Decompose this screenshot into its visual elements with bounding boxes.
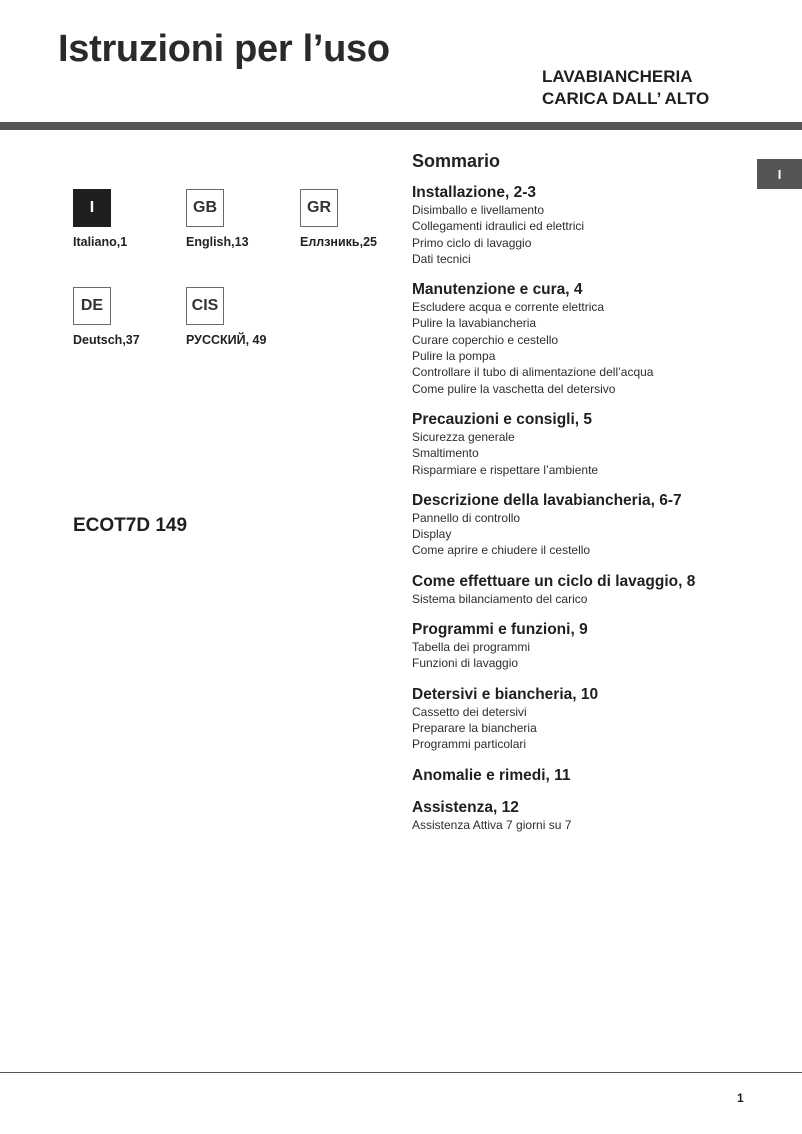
language-label: Deutsch,37 <box>73 333 140 347</box>
toc-item[interactable]: Pulire la pompa <box>412 349 496 364</box>
toc-section <box>412 766 792 785</box>
toc-section-title[interactable]: Precauzioni e consigli, 5 <box>412 410 593 428</box>
toc-section-title[interactable]: Come effettuare un ciclo di lavaggio, 8 <box>412 572 696 590</box>
toc-item[interactable]: Tabella dei programmi <box>412 640 531 655</box>
language-tab: I <box>757 159 802 189</box>
toc-section-title[interactable]: Installazione, 2-3 <box>412 184 537 201</box>
toc-item[interactable]: Primo ciclo di lavaggio <box>412 235 532 250</box>
page-number: 1 <box>737 1091 744 1105</box>
toc-section-title[interactable]: Detersivi e biancheria, 10 <box>412 685 599 703</box>
product-type-line-2: CARICA DALL’ ALTO <box>542 89 710 108</box>
product-type-line-1: LAVABIANCHERIA <box>542 67 693 86</box>
toc-item[interactable]: Come pulire la vaschetta del detersivo <box>412 381 616 396</box>
toc-section-title[interactable]: Descrizione della lavabiancheria, 6-7 <box>412 491 682 509</box>
language-code-box: I <box>73 189 111 227</box>
language-label: Еллзникь,25 <box>300 235 377 249</box>
language-code-box: GB <box>186 189 224 227</box>
language-label: English,13 <box>186 235 249 249</box>
product-type <box>542 66 709 110</box>
language-italiano[interactable] <box>73 189 127 249</box>
toc-item[interactable]: Preparare la biancheria <box>412 720 537 735</box>
toc-section-title[interactable]: Assistenza, 12 <box>412 798 519 816</box>
toc-item[interactable]: Collegamenti idraulici ed elettrici <box>412 219 585 234</box>
language-code-box: GR <box>300 189 338 227</box>
header-divider <box>0 122 802 130</box>
toc-item[interactable]: Pulire la lavabiancheria <box>412 316 537 331</box>
language-deutsch[interactable] <box>73 287 140 347</box>
language-label: Italiano,1 <box>73 235 128 249</box>
language-russian[interactable] <box>186 287 266 347</box>
toc-item[interactable]: Come aprire e chiudere il cestello <box>412 543 591 558</box>
language-label: РУССКИЙ, 49 <box>186 333 267 347</box>
toc-item[interactable]: Funzioni di lavaggio <box>412 656 519 671</box>
toc-item[interactable]: Sistema bilanciamento del carico <box>412 591 588 606</box>
toc-item[interactable]: Disimballo e livellamento <box>412 203 545 217</box>
toc-heading: Sommario <box>412 151 501 171</box>
toc-item[interactable]: Escludere acqua e corrente elettrica <box>412 300 605 315</box>
footer-divider <box>0 1072 802 1073</box>
toc-section-title[interactable]: Programmi e funzioni, 9 <box>412 621 588 639</box>
page-title: Istruzioni per l’uso <box>58 28 390 70</box>
toc-section-title[interactable]: Manutenzione e cura, 4 <box>412 281 583 299</box>
toc-item[interactable]: Dati tecnici <box>412 251 471 266</box>
toc-item[interactable]: Assistenza Attiva 7 giorni su 7 <box>412 817 572 832</box>
toc-item[interactable]: Smaltimento <box>412 446 479 461</box>
toc-section <box>412 280 792 397</box>
model-number: ECOT7D 149 <box>73 515 188 536</box>
language-english[interactable] <box>186 189 249 249</box>
toc-section <box>412 798 792 833</box>
language-code-box: DE <box>73 287 111 325</box>
toc-item[interactable]: Programmi particolari <box>412 737 527 752</box>
toc-section <box>412 685 792 753</box>
toc-item[interactable]: Sicurezza generale <box>412 429 515 444</box>
toc-section <box>412 491 792 559</box>
toc-section-title[interactable]: Anomalie e rimedi, 11 <box>412 766 571 784</box>
table-of-contents <box>412 151 792 846</box>
toc-item[interactable]: Curare coperchio e cestello <box>412 332 559 347</box>
toc-sections <box>412 183 792 833</box>
language-greek[interactable] <box>300 189 377 249</box>
toc-item[interactable]: Display <box>412 527 452 542</box>
toc-item[interactable]: Risparmiare e rispettare l’ambiente <box>412 462 599 477</box>
toc-section <box>412 183 792 267</box>
toc-section <box>412 410 792 478</box>
toc-item[interactable]: Cassetto dei detersivi <box>412 704 527 719</box>
toc-section <box>412 572 792 607</box>
toc-section <box>412 620 792 672</box>
toc-item[interactable]: Pannello di controllo <box>412 510 521 525</box>
language-code-box: CIS <box>186 287 224 325</box>
toc-item[interactable]: Controllare il tubo di alimentazione dell’acqua <box>412 365 654 380</box>
